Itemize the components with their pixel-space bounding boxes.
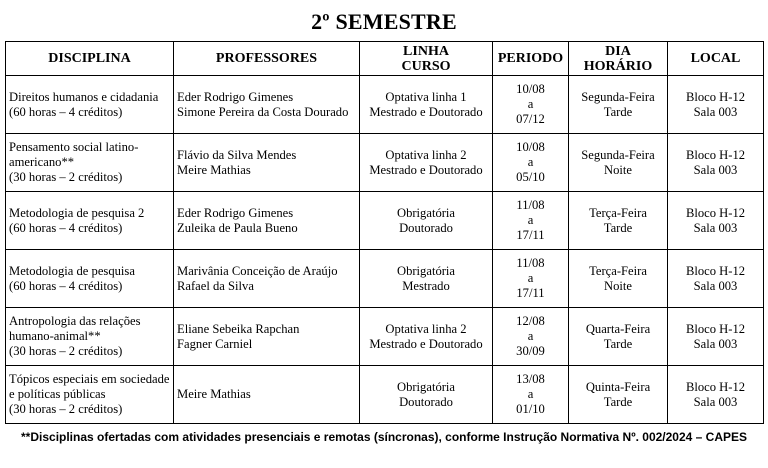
cell-local-line: Bloco H-12 — [685, 205, 746, 220]
cell-local — [668, 134, 764, 192]
header-local: LOCAL — [668, 42, 764, 76]
cell-dia-horario — [569, 76, 668, 134]
cell-linha-curso-line: Mestrado e Doutorado — [369, 162, 483, 177]
cell-professores-line: Meire Mathias — [177, 162, 251, 177]
footnote: **Disciplinas ofertadas com atividades presenciais e remotas (síncronas), conforme Instrução Normativa Nº. 002/2024 – CAPES — [21, 430, 747, 444]
cell-periodo — [493, 308, 569, 366]
table-row — [6, 250, 764, 308]
cell-dia-horario-line: Quinta-Feira — [585, 379, 651, 394]
cell-disciplina-line: (60 horas – 4 créditos) — [9, 278, 123, 293]
cell-dia-horario-line: Tarde — [603, 394, 633, 409]
cell-periodo-line: 10/08 — [516, 82, 545, 96]
cell-periodo-line: a — [527, 271, 534, 285]
cell-professores-line: Eder Rodrigo Gimenes — [177, 89, 294, 104]
cell-dia-horario-line: Noite — [604, 278, 632, 293]
cell-local-line: Bloco H-12 — [685, 263, 746, 278]
cell-local — [668, 76, 764, 134]
cell-dia-horario — [569, 366, 668, 424]
cell-disciplina-line: Metodologia de pesquisa 2 — [9, 205, 145, 220]
header-curso: CURSO — [401, 58, 451, 74]
cell-periodo-line: a — [527, 97, 534, 111]
cell-disciplina-line: Pensamento social latino-americano** — [9, 140, 139, 169]
page-title: 2º SEMESTRE — [311, 9, 457, 34]
cell-disciplina — [6, 308, 174, 366]
cell-professores-line: Simone Pereira da Costa Dourado — [177, 104, 349, 119]
cell-local — [668, 366, 764, 424]
cell-periodo-line: 17/11 — [516, 286, 545, 300]
cell-disciplina-line: (60 horas – 4 créditos) — [9, 104, 123, 119]
cell-dia-horario — [569, 308, 668, 366]
cell-periodo-line: 11/08 — [516, 256, 545, 270]
table-row — [6, 76, 764, 134]
cell-dia-horario-line: Segunda-Feira — [581, 89, 655, 104]
cell-periodo-line: 13/08 — [516, 372, 545, 386]
cell-periodo-line: a — [527, 213, 534, 227]
table-row — [6, 308, 764, 366]
cell-linha-curso — [360, 76, 493, 134]
cell-disciplina-line: (60 horas – 4 créditos) — [9, 220, 123, 235]
cell-linha-curso-line: Mestrado — [402, 278, 450, 293]
cell-periodo-line: 05/10 — [516, 170, 545, 184]
cell-linha-curso-line: Optativa linha 2 — [385, 147, 467, 162]
cell-linha-curso-line: Obrigatória — [396, 205, 456, 220]
header-disciplina: DISCIPLINA — [6, 42, 174, 76]
cell-linha-curso — [360, 308, 493, 366]
cell-local — [668, 250, 764, 308]
cell-periodo — [493, 76, 569, 134]
cell-professores — [174, 76, 360, 134]
cell-local-line: Sala 003 — [693, 220, 738, 235]
header-linha: LINHA — [403, 43, 449, 59]
cell-local-line: Bloco H-12 — [685, 379, 746, 394]
cell-disciplina-line: Direitos humanos e cidadania — [9, 89, 159, 104]
cell-periodo-line: 07/12 — [516, 112, 545, 126]
cell-professores — [174, 134, 360, 192]
cell-dia-horario-line: Terça-Feira — [589, 205, 647, 220]
cell-local-line: Sala 003 — [693, 394, 738, 409]
cell-linha-curso — [360, 192, 493, 250]
cell-dia-horario — [569, 192, 668, 250]
cell-disciplina — [6, 250, 174, 308]
cell-local-line: Bloco H-12 — [685, 147, 746, 162]
cell-professores-line: Zuleika de Paula Bueno — [177, 220, 298, 235]
cell-periodo-line: a — [527, 155, 534, 169]
cell-periodo — [493, 366, 569, 424]
cell-professores — [174, 192, 360, 250]
cell-dia-horario-line: Quarta-Feira — [585, 321, 651, 336]
cell-professores-line: Rafael da Silva — [177, 278, 254, 293]
cell-periodo — [493, 250, 569, 308]
cell-periodo — [493, 192, 569, 250]
cell-dia-horario — [569, 250, 668, 308]
cell-linha-curso — [360, 366, 493, 424]
cell-disciplina — [6, 192, 174, 250]
cell-linha-curso-line: Optativa linha 2 — [385, 321, 467, 336]
cell-dia-horario-line: Segunda-Feira — [581, 147, 655, 162]
header-dia-horario — [569, 42, 668, 76]
cell-professores-line: Eder Rodrigo Gimenes — [177, 205, 294, 220]
cell-disciplina — [6, 134, 174, 192]
cell-local-line: Bloco H-12 — [685, 89, 746, 104]
cell-dia-horario-line: Tarde — [603, 336, 633, 351]
cell-disciplina — [6, 76, 174, 134]
cell-linha-curso-line: Obrigatória — [396, 379, 456, 394]
cell-local — [668, 192, 764, 250]
cell-periodo-line: 30/09 — [516, 344, 545, 358]
cell-linha-curso — [360, 134, 493, 192]
cell-linha-curso-line: Optativa linha 1 — [385, 89, 467, 104]
cell-local — [668, 308, 764, 366]
cell-disciplina-line: (30 horas – 2 créditos) — [9, 344, 123, 358]
cell-disciplina-line: Tópicos especiais em sociedade e políticas públicas — [9, 372, 170, 401]
header-row — [6, 42, 764, 76]
cell-linha-curso — [360, 250, 493, 308]
cell-professores-line: Meire Mathias — [177, 387, 251, 401]
header-dia: DIA — [605, 43, 631, 59]
cell-linha-curso-line: Doutorado — [399, 394, 453, 409]
cell-professores-line: Eliane Sebeika Rapchan — [177, 321, 300, 336]
cell-linha-curso-line: Mestrado e Doutorado — [369, 336, 483, 351]
cell-local-line: Bloco H-12 — [685, 321, 746, 336]
cell-professores — [174, 250, 360, 308]
cell-linha-curso-line: Mestrado e Doutorado — [369, 104, 483, 119]
header-horario: HORÁRIO — [583, 58, 653, 74]
cell-periodo-line: 01/10 — [516, 402, 545, 416]
cell-periodo-line: 11/08 — [516, 198, 545, 212]
cell-periodo-line: 10/08 — [516, 140, 545, 154]
cell-linha-curso-line: Obrigatória — [396, 263, 456, 278]
cell-periodo-line: 17/11 — [516, 228, 545, 242]
cell-dia-horario-line: Terça-Feira — [589, 263, 647, 278]
header-periodo: PERIODO — [493, 42, 569, 76]
cell-periodo-line: a — [527, 387, 534, 401]
cell-dia-horario-line: Tarde — [603, 104, 633, 119]
cell-professores-line: Flávio da Silva Mendes — [177, 147, 297, 162]
schedule-table — [5, 41, 764, 424]
cell-disciplina-line: Metodologia de pesquisa — [9, 263, 135, 278]
cell-disciplina-line: (30 horas – 2 créditos) — [9, 402, 123, 416]
cell-disciplina — [6, 366, 174, 424]
cell-linha-curso-line: Doutorado — [399, 220, 453, 235]
cell-local-line: Sala 003 — [693, 336, 738, 351]
cell-periodo-line: a — [527, 329, 534, 343]
cell-dia-horario — [569, 134, 668, 192]
cell-local-line: Sala 003 — [693, 162, 738, 177]
table-row — [6, 192, 764, 250]
header-professores: PROFESSORES — [174, 42, 360, 76]
cell-dia-horario-line: Noite — [604, 162, 632, 177]
cell-disciplina-line: (30 horas – 2 créditos) — [9, 170, 123, 184]
cell-periodo-line: 12/08 — [516, 314, 545, 328]
cell-disciplina-line: Antropologia das relações humano-animal** — [9, 314, 141, 343]
cell-local-line: Sala 003 — [693, 278, 738, 293]
cell-professores-line: Marivânia Conceição de Araújo — [177, 263, 338, 278]
cell-local-line: Sala 003 — [693, 104, 738, 119]
cell-periodo — [493, 134, 569, 192]
cell-professores — [174, 308, 360, 366]
table-row — [6, 134, 764, 192]
cell-professores-line: Fagner Carniel — [177, 336, 253, 351]
cell-dia-horario-line: Tarde — [603, 220, 633, 235]
header-linha-curso — [360, 42, 493, 76]
table-row — [6, 366, 764, 424]
cell-professores — [174, 366, 360, 424]
